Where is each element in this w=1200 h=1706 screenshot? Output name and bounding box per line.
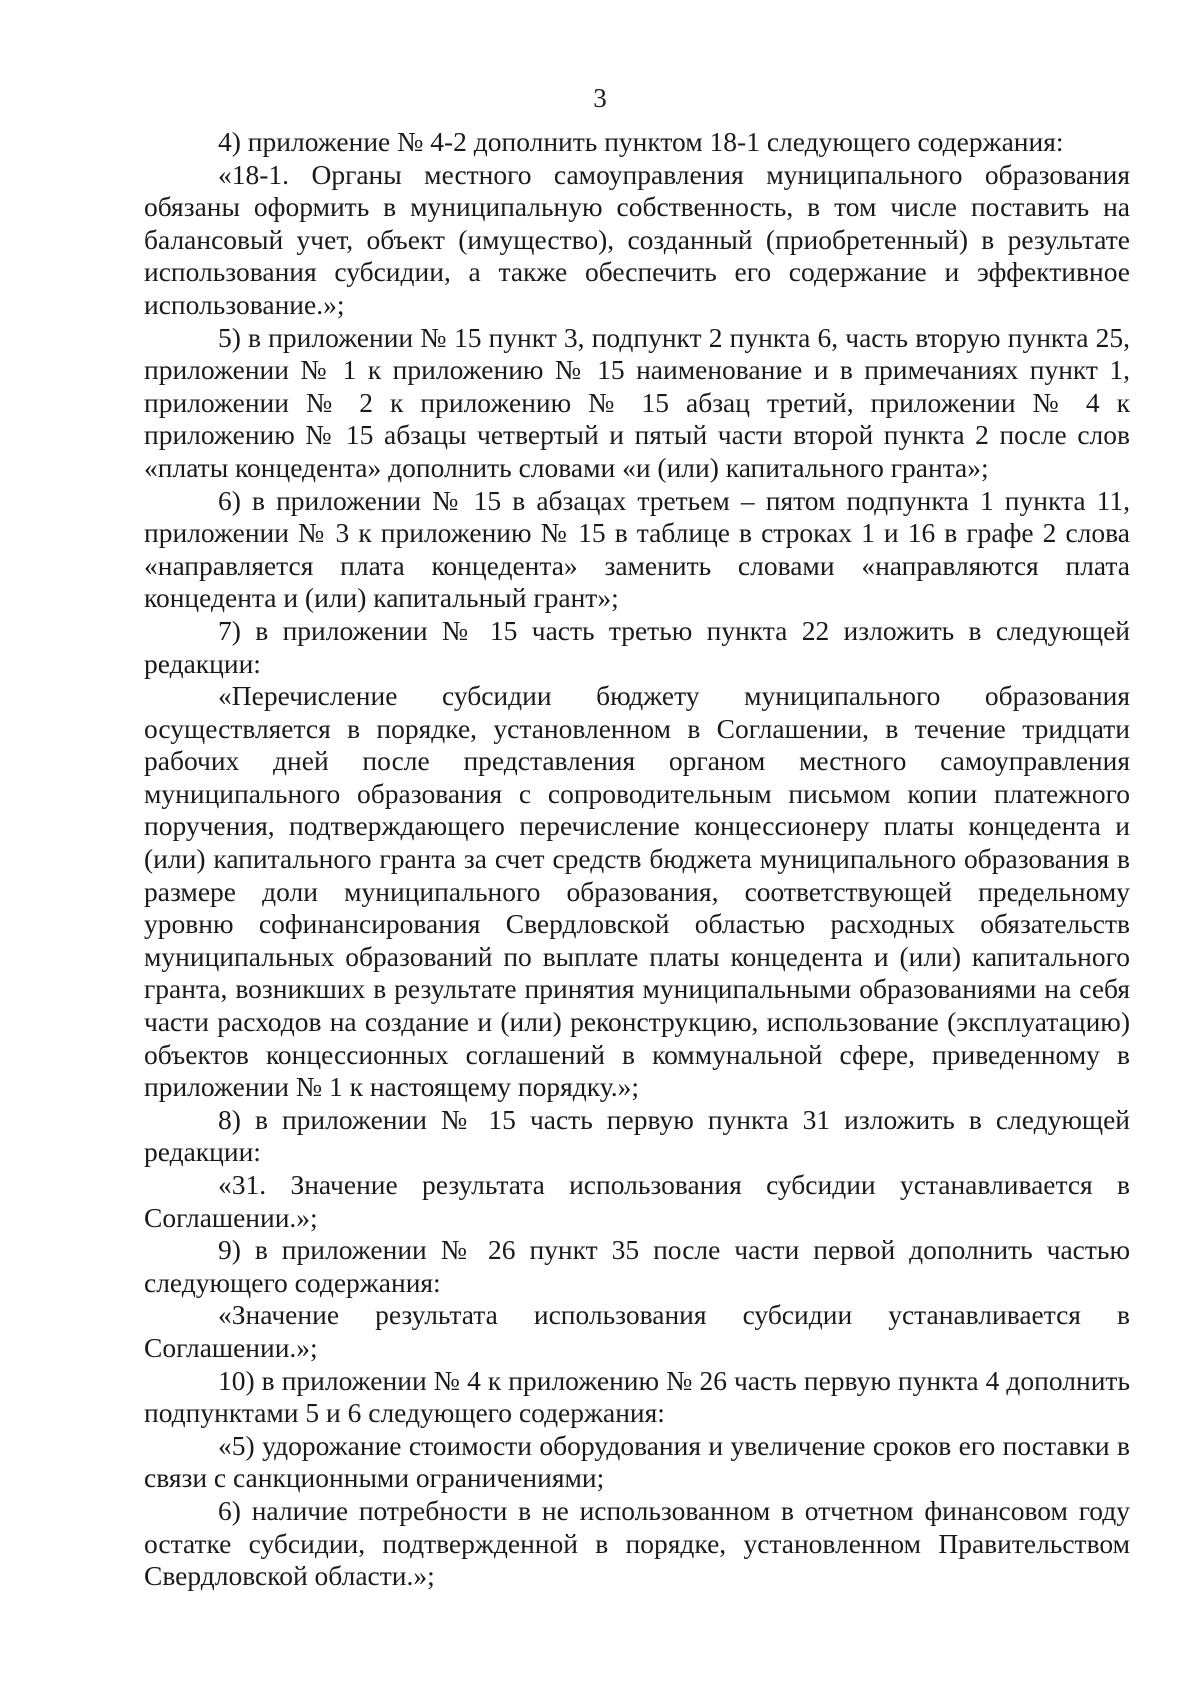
paragraph-quote-result-value: «Значение результата использования субсидии устанавливается в Соглашении.»; xyxy=(144,1299,1130,1363)
paragraph-item-9: 9) в приложении № 26 пункт 35 после части первой дополнить частью следующего содержания: xyxy=(144,1234,1130,1298)
paragraph-quote-18-1: «18-1. Органы местного самоуправления муниципального образования обязаны оформить в муниципальную собственность, в том числе поставить на балансовый учет, объект (имущество), созданный (приобретенный) в результате использования субсидии, а также обеспечить его содержание и эффективное использование.»; xyxy=(144,158,1130,320)
paragraph-quote-31: «31. Значение результата использования субсидии устанавливается в Соглашении.»; xyxy=(144,1169,1130,1233)
paragraph-item-10: 10) в приложении № 4 к приложению № 26 часть первую пункта 4 дополнить подпунктами 5 и 6 следующего содержания: xyxy=(144,1364,1130,1429)
paragraph-item-7: 7) в приложении № 15 часть третью пункта 22 изложить в следующей редакции: xyxy=(144,614,1130,679)
paragraph-subitem-5: «5) удорожание стоимости оборудования и увеличение сроков его поставки в связи с санкционными ограничениями; xyxy=(144,1429,1130,1494)
paragraph-item-8: 8) в приложении № 15 часть первую пункта 31 изложить в следующей редакции: xyxy=(144,1103,1130,1168)
paragraph-item-4: 4) приложение № 4-2 дополнить пунктом 18-1 следующего содержания: xyxy=(218,126,1064,157)
paragraph-quote-transfer: «Перечисление субсидии бюджету муниципального образования осуществляется в порядке, установленном в Соглашении, в течение тридцати рабочих дней после представления органом местного самоуправления муниципального образования с сопроводительным письмом копии платежного поручения, подтверждающего перечисление концессионеру платы концедента и (или) капитального гранта за счет средств бюджета муниципального образования в размере доли муниципального образования, соответствующей предельному уровню софинансирования Свердловской областью расходных обязательств муниципальных образований по выплате платы концедента и (или) капитального гранта, возникших в результате принятия муниципальными образованиями на себя части расходов на создание и (или) реконструкцию, использование (эксплуатацию) объектов концессионных соглашений в коммунальной сфере, приведенному в приложении № 1 к настоящему порядку.»; xyxy=(144,680,1130,1103)
document-body xyxy=(144,126,1130,1593)
paragraph-subitem-6: 6) наличие потребности в не использованном в отчетном финансовом году остатке субсидии, подтвержденной в порядке, установленном Правительством Свердловской области.»; xyxy=(144,1494,1130,1592)
paragraph-item-6: 6) в приложении № 15 в абзацах третьем – пятом подпункта 1 пункта 11, приложении № 3 к приложению № 15 в таблице в строках 1 и 16 в графе 2 слова «направляется плата концедента» заменить словами «направляются плата концедента и (или) капитальный грант»; xyxy=(144,484,1130,614)
page-number: 3 xyxy=(593,83,607,113)
paragraph-item-5: 5) в приложении № 15 пункт 3, подпункт 2 пункта 6, часть вторую пункта 25, приложении № 1 к приложению № 15 наименование и в примечаниях пункт 1, приложении № 2 к приложению № 15 абзац третий, приложении № 4 к приложению № 15 абзацы четвертый и пятый части второй пункта 2 после слов «платы концедента» дополнить словами «и (или) капитального гранта»; xyxy=(144,321,1130,483)
